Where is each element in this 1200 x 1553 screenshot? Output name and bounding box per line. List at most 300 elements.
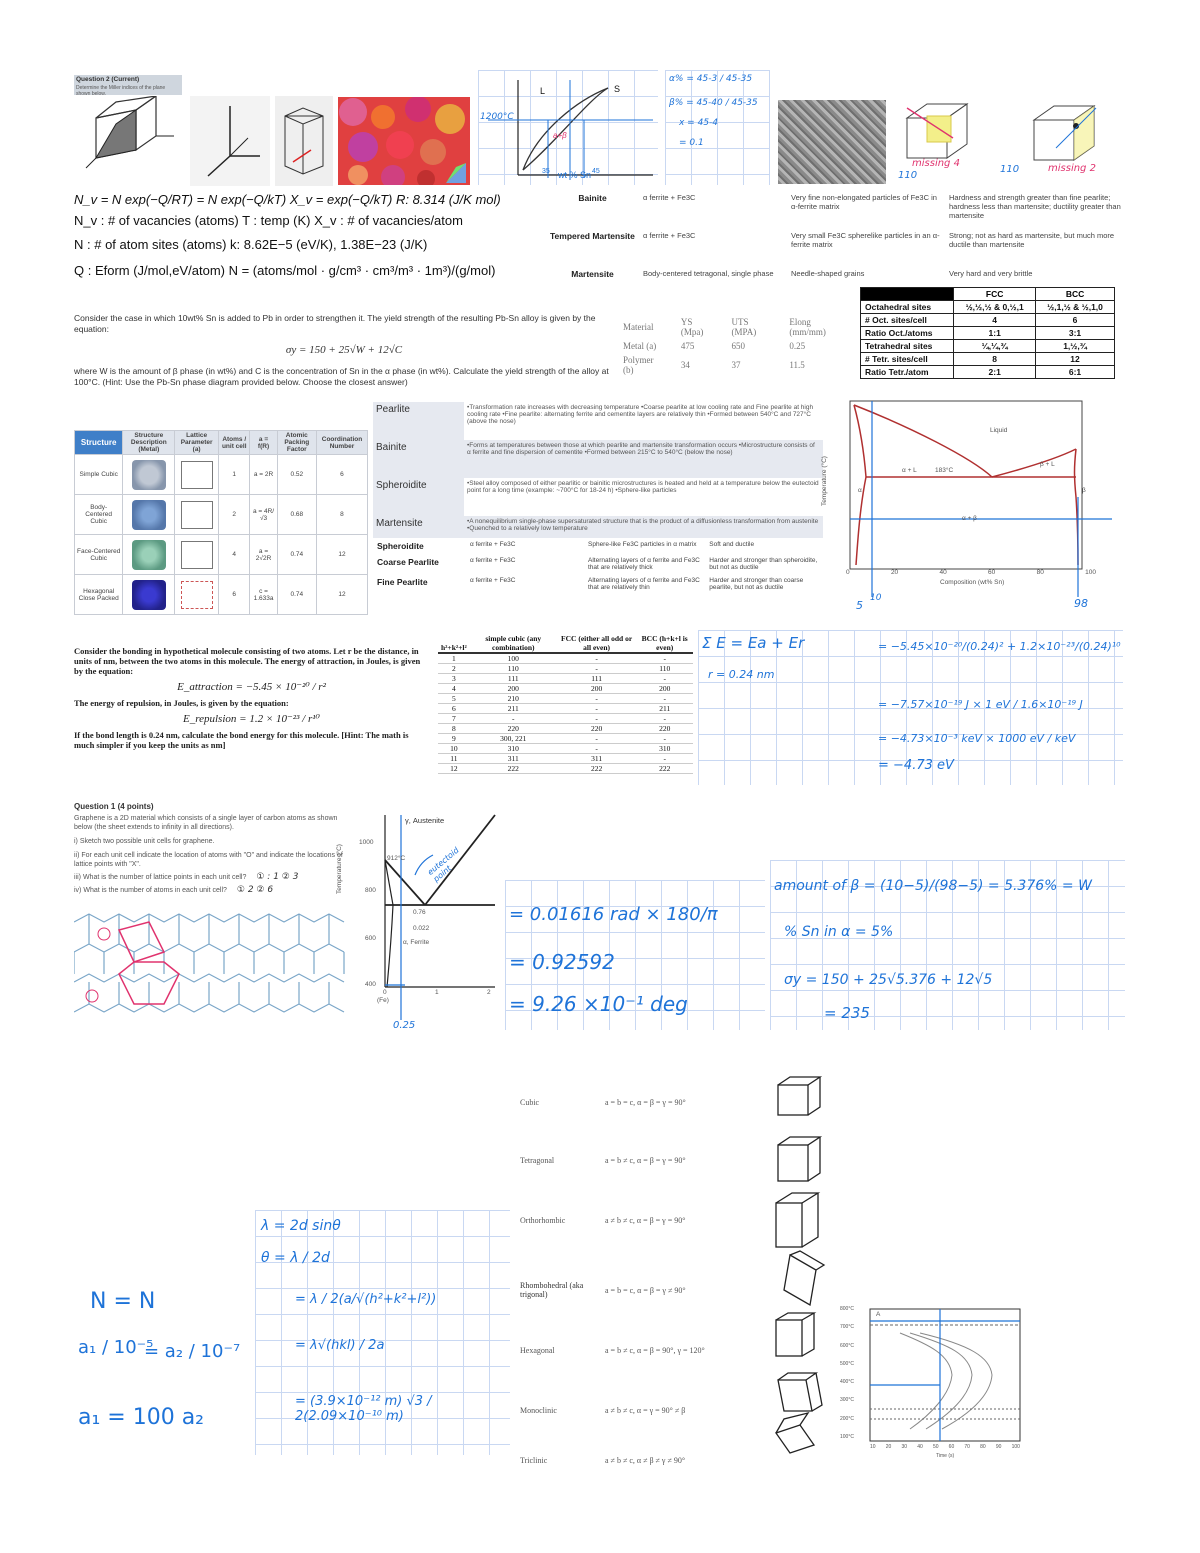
fec-x-tick: 0 <box>383 989 387 996</box>
hkl-cell: - <box>557 704 637 714</box>
beta-calc <box>770 860 1125 1030</box>
fec-title: γ, Austenite <box>405 816 445 825</box>
ttt-chart <box>840 1305 1030 1465</box>
phase-name: Coarse Pearlite <box>377 557 439 567</box>
vacancy-line-1: N_v = N exp(−Q/RT) = N exp(−Q/kT) X_v = exp(−Q/kT) R: 8.314 (J/K mol) <box>74 192 501 207</box>
ttt-x-tick: 60 <box>948 1444 955 1450</box>
ratio-calc <box>74 1285 244 1455</box>
phase-structure: Alternating layers of α ferrite and Fe3C that are relatively thin <box>588 577 700 591</box>
ratio-line-3: a₁ = 100 a₂ <box>78 1405 205 1430</box>
structure-cell: 0.74 <box>277 535 316 575</box>
ttt-x-tick: 30 <box>901 1444 908 1450</box>
structure-cell: 4 <box>219 535 250 575</box>
pbsn-hand-left: 5 <box>856 599 863 612</box>
pbsn-phase-diagram <box>820 397 1115 615</box>
structure-image <box>123 455 175 495</box>
cube-plane-figure <box>74 96 182 186</box>
hysteresis-axis-label: wt % Sn <box>558 170 592 180</box>
phase-name: Spheroidite <box>377 541 424 551</box>
ttt-y-tick: 400°C <box>840 1379 854 1386</box>
pbsn-x-tick: 0 <box>846 569 850 576</box>
structure-lattice <box>175 495 219 535</box>
structure-cell: 12 <box>316 575 367 615</box>
ebsd-grain-map <box>338 97 470 185</box>
sites-cell: Ratio Oct./atoms <box>861 327 954 340</box>
phase-structure: Alternating layers of α ferrite and Fe3C that are relatively thick <box>588 557 700 571</box>
structure-cell: 12 <box>316 535 367 575</box>
sites-cell: ½,1,½ & ½,1,0 <box>1036 301 1115 314</box>
ttt-x-tick: 70 <box>964 1444 970 1450</box>
fec-hand-note: eutectoid point <box>425 845 461 884</box>
structure-name: Face-Centered Cubic <box>75 535 123 575</box>
sites-header: BCC <box>1036 288 1115 301</box>
bonding-eq-2: E_repulsion = 1.2 × 10⁻²³ / r¹⁰ <box>183 713 320 725</box>
phase-name: Bainite <box>578 193 607 203</box>
sites-cell: ¼,¼,¾ <box>954 340 1036 353</box>
structure-lattice <box>175 575 219 615</box>
sites-cell: 8 <box>954 353 1036 366</box>
fec-x-tick: 2 <box>487 989 491 996</box>
pbsn-y-title: Temperature (°C) <box>820 456 828 506</box>
structure-cell: c = 1.633a <box>250 575 277 615</box>
pbsn-a-label: α <box>858 487 862 494</box>
crystal-system-relation: a = b = c, α = β = γ ≠ 90° <box>605 1285 686 1295</box>
crystal-system-relation: a = b ≠ c, α = β = γ = 90° <box>605 1155 686 1165</box>
table-row <box>438 744 693 754</box>
phase-name: Martensite <box>571 269 614 279</box>
radian-line-3: = 9.26 ×10⁻¹ deg <box>509 992 688 1016</box>
hkl-cell: 110 <box>636 664 693 674</box>
phase-properties: Soft and ductile <box>709 541 755 548</box>
table-row <box>615 339 855 353</box>
beta-line-1: amount of β = (10−5)/(98−5) = 5.376% = W <box>774 878 1092 894</box>
structure-image <box>123 575 175 615</box>
hkl-cell: 311 <box>557 754 637 764</box>
structure-name: Body-Centered Cubic <box>75 495 123 535</box>
ttt-y-tick: 700°C <box>840 1324 854 1331</box>
table-row <box>438 694 693 704</box>
ttt-y-tick: 300°C <box>840 1397 854 1404</box>
table-row <box>438 714 693 724</box>
cell-left-label: 110 <box>898 170 918 181</box>
hkl-cell: 1 <box>438 653 470 664</box>
hkl-cell: 200 <box>470 684 557 694</box>
bonding-text-3: If the bond length is 0.24 nm, calculate the bond energy for this molecule. [Hint: The math is much simpler if you keep the units as nm] <box>74 730 409 750</box>
hkl-cell: - <box>557 664 637 674</box>
graphene-q2: ii) For each unit cell indicate the location of atoms with "O" and indicate the locations of lattice points with "X". <box>74 852 343 868</box>
hkl-header: simple cubic (any combination) <box>470 634 557 653</box>
graphene-question <box>74 802 349 895</box>
pbsn-hand-right: 98 <box>1074 597 1088 610</box>
pbsn-equation: σy = 150 + 25√W + 12√C <box>285 344 403 356</box>
ttt-x-tick: 50 <box>932 1444 939 1450</box>
hkl-cell: 111 <box>470 674 557 684</box>
sites-cell: 4 <box>954 314 1036 327</box>
table-row <box>546 228 1126 266</box>
graphene-a4: ① 2 ② 6 <box>236 885 274 895</box>
phase-phases: α ferrite + Fe3C <box>470 557 516 564</box>
hkl-cell: 210 <box>470 694 557 704</box>
table-row <box>75 455 368 495</box>
crystal-system-name: Tetragonal <box>520 1155 555 1165</box>
ttt-y-tick: 100°C <box>840 1433 854 1440</box>
hkl-cell: 222 <box>636 764 693 774</box>
table-row <box>861 327 1115 340</box>
sites-header: FCC <box>954 288 1036 301</box>
structure-cell: 2 <box>219 495 250 535</box>
table-row <box>615 353 855 377</box>
radian-line-2: = 0.92592 <box>509 950 615 974</box>
phase-phases: α ferrite + Fe3C <box>643 231 696 240</box>
pbsn-x-tick: 40 <box>939 569 947 576</box>
interstitial-sites-table <box>860 287 1115 379</box>
hkl-cell: 3 <box>438 674 470 684</box>
crystal-structure-table <box>74 430 368 615</box>
material-cell: 11.5 <box>789 360 805 370</box>
structure-cell: 0.74 <box>277 575 316 615</box>
table-row <box>546 190 1126 228</box>
question-header-image <box>74 75 182 95</box>
sites-cell: 2:1 <box>954 366 1036 379</box>
sites-cell: ½,½,½ & 0,½,1 <box>954 301 1036 314</box>
table-row <box>861 340 1115 353</box>
structure-header: Lattice Parameter (a) <box>175 431 219 455</box>
ttt-x-axis <box>870 1443 1020 1451</box>
table-row <box>438 764 693 774</box>
pbsn-text-2: where W is the amount of β phase (in wt%) and C is the concentration of Sn in the α phase (in wt%). Calculate the yield strength of the alloy at 100°C. (Hint: Use the Pb-Sn phase diagram provided below. Choose the closest answer) <box>74 366 609 387</box>
bonding-text-1: Consider the bonding in hypothetical molecule consisting of two atoms. Let r be the distance, in units of nm, between the two atoms in this molecule. The energy of attraction, in Joules, is given by the equation: <box>74 646 421 676</box>
crystal-system-relation: a = b = c, α = β = γ = 90° <box>605 1097 686 1107</box>
pbsn-eutectic-label: 183°C <box>935 467 954 474</box>
hkl-cell: - <box>636 653 693 664</box>
hcp-cell-figure <box>275 96 333 186</box>
vacancy-line-4: Q : Eform (J/mol,eV/atom) N = (atoms/mol · g/cm³ · cm³/m³ · 1m³)/(g/mol) <box>74 263 496 278</box>
hkl-cell: - <box>636 734 693 744</box>
crystal-system-name: Orthorhombic <box>520 1215 566 1225</box>
bragg-line-2: θ = λ / 2d <box>261 1250 330 1266</box>
material-cell: 475 <box>680 341 695 351</box>
structure-cell: a = 2R <box>250 455 277 495</box>
pbsn-x-axis <box>846 569 1096 577</box>
fec-y-tick: 400 <box>365 981 376 988</box>
table-row <box>438 653 693 664</box>
hkl-cell: 220 <box>636 724 693 734</box>
crystal-system-name: Monoclinic <box>520 1405 557 1415</box>
hkl-cell: 220 <box>470 724 557 734</box>
radian-calc <box>505 880 765 1030</box>
ttt-x-tick: 10 <box>870 1444 876 1450</box>
pbsn-x-tick: 100 <box>1085 569 1096 576</box>
graphene-lattice <box>74 912 349 1032</box>
structure-header: Structure <box>75 431 123 455</box>
structure-lattice <box>175 455 219 495</box>
question-header-title: Question 2 (Current) <box>76 76 140 83</box>
steel-phase-table <box>546 190 1126 282</box>
vacancy-line-3: N : # of atom sites (atoms) k: 8.62E−5 (eV/K), 1.38E−23 (J/K) <box>74 237 428 252</box>
hkl-cell: 200 <box>636 684 693 694</box>
crystal-system-cells <box>770 1075 830 1455</box>
hkl-cell: 311 <box>470 754 557 764</box>
beta-line-4: = 235 <box>824 1004 870 1022</box>
material-header: Material <box>623 322 654 332</box>
structure-cell: 8 <box>316 495 367 535</box>
cell-right-label: 110 <box>1000 164 1020 175</box>
pbsn-x-tick: 60 <box>988 569 996 576</box>
hkl-cell: 4 <box>438 684 470 694</box>
ttt-y-tick: 200°C <box>840 1415 854 1422</box>
hkl-cell: - <box>636 674 693 684</box>
crystal-system-relation: a ≠ b ≠ c, α ≠ β ≠ γ ≠ 90° <box>605 1455 686 1465</box>
fec-y-title: Temperature (°C) <box>335 844 343 894</box>
hkl-cell: 9 <box>438 734 470 744</box>
fec-ferrite-label: α, Ferrite <box>403 939 430 946</box>
table-row <box>373 574 823 594</box>
hkl-cell: - <box>636 694 693 704</box>
pbsn-x-tick: 80 <box>1036 569 1044 576</box>
ttt-x-tick: 80 <box>980 1444 986 1450</box>
fec-hand-x: 0.25 <box>393 1020 416 1031</box>
material-header: YS (Mpa) <box>680 317 704 337</box>
phase-structure: Very fine non-elongated particles of Fe3C in α-ferrite matrix <box>791 193 937 211</box>
table-row <box>75 495 368 535</box>
hkl-cell: - <box>636 714 693 724</box>
bragg-line-4: = λ√(hkl) / 2a <box>295 1338 385 1353</box>
missing-left-label: missing 4 <box>912 158 960 169</box>
fec-0022-label: 0.022 <box>413 925 430 932</box>
sites-cell: # Tetr. sites/cell <box>861 353 954 366</box>
pbsn-bL-label: β + L <box>1040 461 1055 468</box>
fec-076-label: 0.76 <box>413 909 426 916</box>
table-row <box>373 516 823 538</box>
energy-line-2: r = 0.24 nm <box>708 668 775 681</box>
phase-properties: Strong; not as hard as martensite, but much more ductile than martensite <box>949 231 1115 249</box>
vacancy-formulas <box>74 190 544 284</box>
energy-line-5: = −4.73×10⁻³ keV × 1000 eV / keV <box>878 732 1076 745</box>
fec-y-tick: 600 <box>365 935 376 942</box>
ttt-y-tick: 500°C <box>840 1360 854 1367</box>
transform-name: Pearlite <box>373 402 464 440</box>
transform-desc: •Transformation rate increases with decreasing temperature •Coarse pearlite at low cooling rate and Fine pearlite at high cooling rate •Fine pearlite: alternating ferrite and cementite layers are relatively thin •Formed between 540°C and 727°C (above the nose) <box>467 404 814 425</box>
phase-properties: Hardness and strength greater than fine pearlite; hardness less than martensite; ductility greater than martensite <box>949 193 1121 220</box>
table-row <box>861 366 1115 379</box>
table-row <box>546 266 1126 282</box>
table-row <box>75 535 368 575</box>
beta-line-2: % Sn in α = 5% <box>784 924 894 940</box>
hkl-cell: 222 <box>470 764 557 774</box>
crystal-system-relation: a ≠ b ≠ c, α = β = γ = 90° <box>605 1215 686 1225</box>
beta-line-3: σy = 150 + 25√5.376 + 12√5 <box>784 972 993 988</box>
sites-cell: Tetrahedral sites <box>861 340 954 353</box>
ttt-x-tick: 20 <box>885 1444 892 1450</box>
graphene-a3: ① : 1 ② 3 <box>256 872 299 882</box>
bonding-problem <box>74 646 429 750</box>
fraction-calc-line: α% = 45-3 / 45-35 <box>669 74 753 84</box>
transform-name: Bainite <box>373 440 464 478</box>
hkl-cell: - <box>470 714 557 724</box>
hkl-cell: 310 <box>470 744 557 754</box>
svg-text:a+β: a+β <box>553 131 567 140</box>
pbsn-b-label: β <box>1082 487 1086 494</box>
fec-y-tick: 800 <box>365 887 376 894</box>
material-cell: 34 <box>680 360 690 370</box>
phase-phases: α ferrite + Fe3C <box>470 541 516 548</box>
bragg-calc <box>255 1210 510 1455</box>
pbsn-liquid-label: Liquid <box>990 427 1008 434</box>
structure-header: Atomic Packing Factor <box>277 431 316 455</box>
sites-cell: # Oct. sites/cell <box>861 314 954 327</box>
ttt-x-tick: 90 <box>995 1444 1002 1450</box>
table-row <box>861 301 1115 314</box>
crystal-system-name: Triclinic <box>520 1455 548 1465</box>
structure-image <box>123 535 175 575</box>
fec-x-origin: (Fe) <box>377 997 389 1004</box>
ttt-y-tick: 800°C <box>840 1306 854 1312</box>
table-row <box>861 314 1115 327</box>
ratio-line-1: N = N <box>90 1289 156 1314</box>
table-row <box>373 440 823 478</box>
hkl-cell: 100 <box>470 653 557 664</box>
phase-properties: Harder and stronger than coarse pearlite, but not as ductile <box>709 577 804 591</box>
ttt-x-title: Time (s) <box>936 1453 955 1459</box>
transform-desc: •Steel alloy composed of either pearlitic or bainitic microstructures is heated and held at a temperature below the eutectoid point for a long time (example: ~700°C for 18-24 h) •Sphere-like particles <box>467 480 819 494</box>
transform-desc: •Forms at temperatures between those at which pearlite and martensite transformation occurs •Microstructure consists of α ferrite and fine dispersion of cementite •Formed between 215°C to 540°C (below the nose) <box>464 440 823 478</box>
pbsn-problem <box>74 313 614 388</box>
table-row <box>861 353 1115 366</box>
sites-header <box>861 288 954 301</box>
fraction-calc <box>665 70 770 185</box>
crystal-system-name: Rhombohedral (aka trigonal) <box>520 1281 584 1299</box>
structure-cell: a = 2√2R <box>250 535 277 575</box>
phase-name: Fine Pearlite <box>377 577 428 587</box>
structure-cell: a = 4R/√3 <box>250 495 277 535</box>
sites-cell: 12 <box>1036 353 1115 366</box>
sites-cell: 3:1 <box>1036 327 1115 340</box>
hysteresis-sketch <box>478 70 658 185</box>
structure-cell: 6 <box>219 575 250 615</box>
hkl-cell: 5 <box>438 694 470 704</box>
table-row <box>373 402 823 440</box>
table-row <box>373 554 823 574</box>
question-header-sub: Determine the Miller indices of the plane shown below. <box>76 85 166 97</box>
hkl-header: FCC (either all odd or all even) <box>557 634 637 653</box>
hysteresis-tick-lo: 35 <box>542 168 550 175</box>
phase-properties: Harder and stronger than spheroidite, but not as ductile <box>709 557 818 571</box>
table-row <box>373 538 823 554</box>
material-cell: 650 <box>731 341 746 351</box>
hkl-header: BCC (h+k+l is even) <box>636 634 693 653</box>
pbsn-ab-label: α + β <box>962 515 977 522</box>
energy-line-4: = −7.57×10⁻¹⁹ J × 1 eV / 1.6×10⁻¹⁹ J <box>878 698 1083 711</box>
pbsn-x-title: Composition (wt% Sn) <box>940 579 1005 586</box>
ratio-line-2a: a₁ / 10⁻⁵ <box>78 1337 154 1358</box>
phase-structure: Sphere-like Fe3C particles in α matrix <box>588 541 697 548</box>
fe-c-phase-diagram <box>335 805 500 1035</box>
phase-phases: α ferrite + Fe3C <box>643 193 696 202</box>
energy-line-6: = −4.73 eV <box>878 758 954 773</box>
transform-desc: •A nonequilibrium single-phase supersaturated structure that is the product of a diffusionless transformation from austenite •Quenched to a relatively low temperature <box>464 516 823 538</box>
graphene-q3: iii) What is the number of lattice points in each unit cell? <box>74 874 247 881</box>
table-row <box>438 674 693 684</box>
structure-name: Simple Cubic <box>75 455 123 495</box>
crystal-system-name: Hexagonal <box>520 1345 555 1355</box>
pearlite-phase-table <box>373 538 823 594</box>
transformation-table <box>373 402 823 538</box>
crystal-system-relation: a ≠ b ≠ c, α = γ = 90° ≠ β <box>605 1405 686 1415</box>
material-cell: 37 <box>731 360 741 370</box>
transform-name: Spheroidite <box>373 478 464 516</box>
missing-right-label: missing 2 <box>1048 163 1096 174</box>
sites-cell: 1:1 <box>954 327 1036 340</box>
structure-image <box>123 495 175 535</box>
sites-cell: 1,½,¾ <box>1036 340 1115 353</box>
ttt-y-tick: 600°C <box>840 1342 854 1349</box>
hkl-cell: - <box>557 714 637 724</box>
material-cell: Metal (a) <box>623 341 657 351</box>
structure-header: Atoms / unit cell <box>219 431 250 455</box>
hkl-cell: 211 <box>470 704 557 714</box>
radian-line-1: = 0.01616 rad × 180/π <box>509 904 718 925</box>
graphene-title: Question 1 (4 points) <box>74 802 154 811</box>
bragg-line-1: λ = 2d sinθ <box>261 1218 341 1234</box>
hkl-cell: 110 <box>470 664 557 674</box>
hkl-cell: - <box>557 744 637 754</box>
microstructure-image <box>778 100 886 184</box>
hkl-cell: 11 <box>438 754 470 764</box>
bonding-eq-1: E_attraction = −5.45 × 10⁻²⁰ / r² <box>177 681 326 693</box>
ttt-label-A: A <box>876 1311 881 1318</box>
fec-y-tick: 1000 <box>359 839 374 846</box>
ttt-y-axis <box>840 1305 868 1441</box>
phase-structure: Very small Fe3C spherelike particles in an α-ferrite matrix <box>791 231 940 249</box>
crystal-system-relation: a = b ≠ c, α = β = 90°, γ = 120° <box>605 1345 705 1355</box>
sites-cell: 6:1 <box>1036 366 1115 379</box>
hkl-cell: 12 <box>438 764 470 774</box>
hkl-cell: 6 <box>438 704 470 714</box>
structure-cell: 6 <box>316 455 367 495</box>
vacancy-line-2: N_v : # of vacancies (atoms) T : temp (K) X_v : # of vacancies/atom <box>74 213 463 228</box>
pbsn-text-1: Consider the case in which 10wt% Sn is added to Pb in order to strengthen it. The yield strength of the resulting Pb-Sn alloy is given by the equation: <box>74 313 596 334</box>
table-row <box>438 704 693 714</box>
structure-lattice <box>175 535 219 575</box>
structure-cell: 1 <box>219 455 250 495</box>
energy-line-1: Σ E = Ea + Er <box>702 634 805 652</box>
phase-properties: Very hard and very brittle <box>949 269 1033 278</box>
sites-cell: 6 <box>1036 314 1115 327</box>
table-row <box>438 754 693 764</box>
hkl-cell: 220 <box>557 724 637 734</box>
structure-header: Structure Description (Metal) <box>123 431 175 455</box>
graphene-text: Graphene is a 2D material which consists of a single layer of carbon atoms as shown below (the sheet extends to infinity in all directions). <box>74 815 338 831</box>
material-cell: 0.25 <box>789 341 806 351</box>
table-row <box>438 664 693 674</box>
phase-name: Tempered Martensite <box>550 231 635 241</box>
hkl-cell: 310 <box>636 744 693 754</box>
fraction-calc-line: x = 45-4 <box>679 118 719 128</box>
hkl-cell: 200 <box>557 684 637 694</box>
sites-cell: Octahedral sites <box>861 301 954 314</box>
hysteresis-label-L: L <box>540 86 546 96</box>
fraction-calc-line: β% = 45-40 / 45-35 <box>669 98 758 108</box>
hkl-cell: 8 <box>438 724 470 734</box>
hkl-cell: - <box>557 734 637 744</box>
hkl-header: h²+k²+l² <box>438 634 470 653</box>
structure-cell: 0.52 <box>277 455 316 495</box>
hkl-cell: 300, 221 <box>470 734 557 744</box>
pbsn-hand-mid: 10 <box>870 593 882 603</box>
hysteresis-temp: 1200°C <box>480 112 514 122</box>
hkl-cell: - <box>636 754 693 764</box>
hysteresis-label-S: S <box>614 84 621 94</box>
